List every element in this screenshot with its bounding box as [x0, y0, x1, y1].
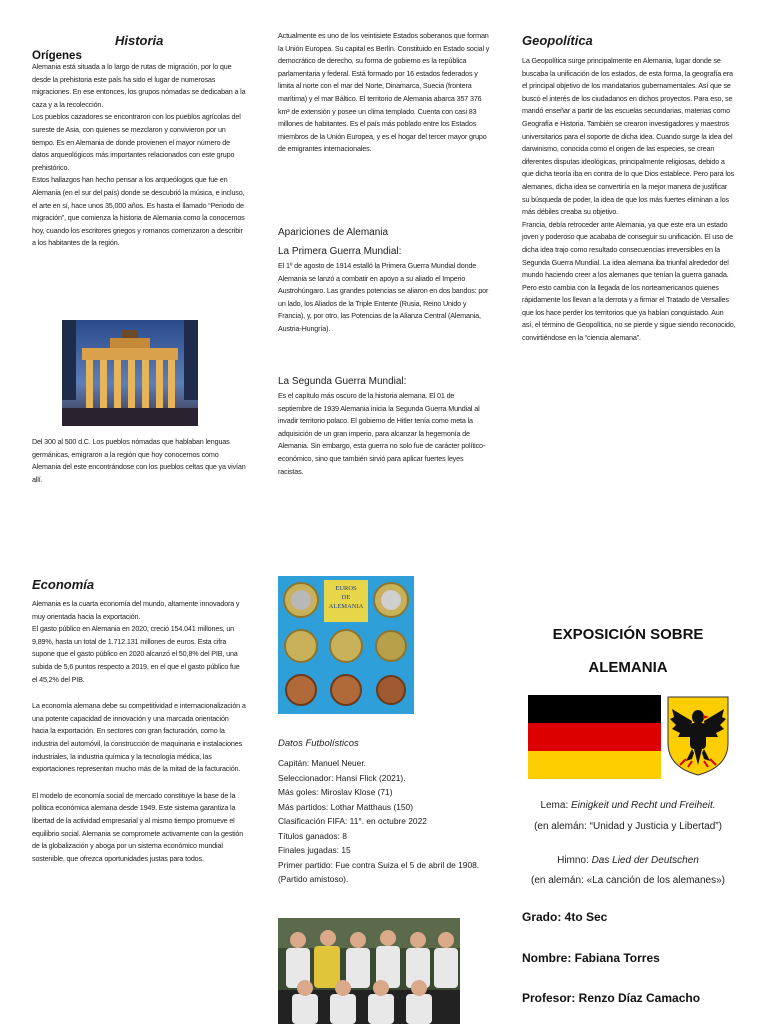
- geopolitica-paragraph: Francia, debía retroceder ante Alemania, ya que este era un estado joven y poderoso que acababa de conseguir su unificación. El uso de dicha idea trajo como resultado consecuencias irreversibles en la Segunda Guerra Mundial. La idea alemana iba triunfal alrededor del mundo haciendo creer a los alemanes que tenían la guerra ganada. Pero esto cambia con la llegada de los norteamericanos quienes rápidamente los llevan a la derrota y a firmar el Tratado de Versalles que los hace perder los territorios que ya habían conquistado. Aun así, el término de Geopolítica, no se pierde y sigue siendo reconocido, convirtiéndose en la “ciencia alemana”.: [522, 219, 736, 343]
- coins-caption: [324, 584, 368, 611]
- futbol-fact: Seleccionador: Hansi Flick (2021).: [278, 772, 406, 783]
- lema-line: [510, 800, 746, 811]
- lema-label: Lema:: [540, 800, 569, 811]
- economia-paragraph: La economía alemana debe su competitividad e internacionalización a una potente capacidad de innovación y una marcada orientación hacia la exportación. En sectores con gran facturación, como la industria del automóvil, la construcción de maquinaria e instalaciones industriales, la industria química y la tecnología médica, las exportaciones representan mucho más de la mitad de la facturación.: [32, 701, 246, 774]
- himno-line: [510, 855, 746, 866]
- futbol-fact: Más goles: Miroslav Klose (71): [278, 787, 393, 797]
- origenes-subtitle: Orígenes: [32, 50, 82, 62]
- apariciones-heading: Apariciones de Alemania: [278, 227, 389, 238]
- economia-title: Economía: [32, 577, 95, 592]
- historia-paragraph: Estos hallazgos han hecho pensar a los arqueólogos que fue en Alemania (en el sur del país) donde se descubrió la música, e incluso, el arte en sí, hace unos 35,000 años. Es hasta el llamado “Periodo de migración”, que comienza la historia de Alemania como la conocemos hoy, cuando los escritores griegos y romanos comenzaron a describir a los habitantes de la región.: [32, 175, 245, 248]
- futbol-fact: Primer partido: Fue contra Suiza el 5 de abril de 1908. (Partido amistoso).: [278, 859, 480, 884]
- ww2-text: Es el capítulo más oscuro de la historia alemana. El 01 de septiembre de 1939 Alemania inicia la Segunda Guerra Mundial al invadir territorio polaco. El gobierno de Hitler tenía como meta la adquisición de un gran imperio, para alcanzar la hegemonía de Alemania. Sin embargo, esta guerra no solo fue de carácter político-económico, sino que también sirvió para aplicar fuertes leyes racistas.: [278, 391, 486, 476]
- coins-caption-line: ALEMANIA: [328, 603, 364, 610]
- lema-translation: (en alemán: “Unidad y Justicia y Libertad”): [534, 821, 722, 832]
- himno-translation: (en alemán: «La canción de los alemanes»): [530, 875, 725, 886]
- futbol-fact: Títulos ganados: 8: [278, 830, 347, 841]
- team-photo: [278, 918, 460, 1024]
- futbol-fact: Capitán: Manuel Neuer.: [278, 758, 366, 768]
- german-flag: [528, 695, 661, 779]
- economia-paragraph: Alemania es la cuarta economía del mundo, altamente innovadora y muy orientada hacia la exportación.: [32, 599, 240, 621]
- historia-migration-text: Del 300 al 500 d.C. Los pueblos nómadas que hablaban lenguas germánicas, emigraron a la región que hoy conocemos como Alemania del este encontrándose con los pueblos celtas que ya vivían allí.: [32, 437, 246, 484]
- ww2-heading: La Segunda Guerra Mundial:: [278, 376, 407, 387]
- cover-title-line2: ALEMANIA: [588, 659, 668, 676]
- brandenburg-gate-image: [62, 320, 198, 426]
- flag-stripe-gold: [528, 751, 661, 779]
- coins-caption-line: DE: [341, 594, 351, 601]
- alemania-intro-text: Actualmente es uno de los veintisiete Estados soberanos que forman la Unión Europea. Su capital es Berlín. Constituido en Estado social y democrático de derecho, su forma de gobierno es la república parlamentaria y federal. Está formado por 16 estados federados y limita al norte con el mar del Norte, Dinamarca, Suecia (frontera marítima) y el mar Báltico. El territorio de Alemania abarca 357 376 km² de extensión y posee un clima templado. Cuenta con casi 83 millones de habitantes. Es el país más poblado entre los Estados miembros de la Unión Europea, y es el hogar del tercer mayor grupo de emigrantes internacionales.: [278, 31, 490, 154]
- futbol-fact: Clasificación FIFA: 11°. en octubre 2022: [278, 816, 427, 826]
- himno-label: Himno:: [557, 855, 589, 866]
- flag-stripe-black: [528, 695, 661, 723]
- flag-stripe-red: [528, 723, 661, 751]
- historia-paragraph: Los pueblos cazadores se encontraron con los pueblos agrícolas del sureste de Asia, con quienes se mezclaron y convivieron por un tiempo. Es en Alemania de donde provienen el mayor número de datos arqueológicos más importantes relacionados con este grupo prehistórico.: [32, 112, 241, 172]
- profesor-label: Profesor: Renzo Díaz Camacho: [522, 991, 701, 1005]
- futbol-list: [278, 756, 482, 887]
- geopolitica-body: [522, 55, 736, 345]
- economia-paragraph: El modelo de economía social de mercado constituye la base de la política económica alemana desde 1949. Este sistema garantiza la libertad de la actividad empresarial y al mismo tiempo promueve el equilibrio social. Alemania se compromete activamente con la gestión de la globalización y aboga por un sistema económico mundial sostenible, que ofrezca oportunidades justas para todos.: [32, 790, 244, 863]
- ww1-text: El 1º de agosto de 1914 estalló la Primera Guerra Mundial donde Alemania se lanzó a combatir en apoyo a su aliado el Imperio Austrohúngaro. Las grandes potencias se aliaron en dos bandos: por un lado, los Aliados de la Triple Entente (Rusia, Reino Unido y Francia), y, por otro, las Potencias de la Alianza Central (Alemania, Austria-Hungría).: [278, 261, 489, 333]
- historia-paragraph: Alemania está situada a lo largo de rutas de migración, por lo que desde la prehistoria este país ha sido el lugar de numerosas migraciones. En ese entonces, los grupos nómadas se dedicaban a la caza y a la recolección.: [32, 62, 246, 109]
- cover-title-line1: EXPOSICIÓN SOBRE: [552, 626, 704, 643]
- coat-of-arms-eagle-icon: [666, 695, 730, 777]
- historia-title: Historia: [115, 33, 164, 48]
- futbol-title: Datos Futbolísticos: [278, 738, 359, 749]
- geopolitica-paragraph: La Geopolítica surge principalmente en Alemania, lugar donde se buscaba la unificación de los estados, de esta forma, la geografía era el principal objetivo de los mandatarios gubernamentales. Así que se buscó el interés de los ciudadanos en dichos proyectos. Para eso, se mandó enseñar a partir de las escuelas secundarias, materias como Geografía e Historia. También se crearon investigadores y maestros universitarios para el soporte de dicha idea. Cuando surge la idea del darwinismo, conocida como el origen de las especies, se crean diferentes disputas ideológicas, principalmente religiosas, debido a que dicha teoría iba en contra de lo que Dios establece. Pero para los alemanes, dicha idea se convertiría en la mejor manera de justificar su búsqueda de poder, la idea de que los más fuertes eliminan a los más débiles creaba su objetivo.: [522, 56, 735, 217]
- geopolitica-title: Geopolítica: [522, 33, 593, 48]
- grado-label: Grado: 4to Sec: [522, 910, 608, 924]
- lema-value: Einigkeit und Recht und Freiheit.: [571, 800, 716, 811]
- economia-body: [32, 598, 246, 865]
- historia-body: [32, 61, 246, 250]
- futbol-fact: Finales jugadas: 15: [278, 845, 351, 855]
- euro-coins-image: [278, 576, 414, 714]
- economia-paragraph: El gasto público en Alemania en 2020, creció 154.041 millones, un 9,89%, hasta un total de 1.712.131 millones de euros. Esta cifra supone que el gasto público en 2020 alcanzó el 50,8% del PIB, una subida de 5,6 puntos respecto a 2019, en el que el gasto público fue el 45,2% del PIB.: [32, 624, 240, 684]
- himno-value: Das Lied der Deutschen: [591, 855, 699, 866]
- ww1-heading: La Primera Guerra Mundial:: [278, 246, 402, 257]
- futbol-fact: Más partidos: Lothar Matthaus (150): [278, 801, 413, 812]
- coins-caption-line: EUROS: [335, 585, 357, 592]
- nombre-label: Nombre: Fabiana Torres: [522, 951, 660, 965]
